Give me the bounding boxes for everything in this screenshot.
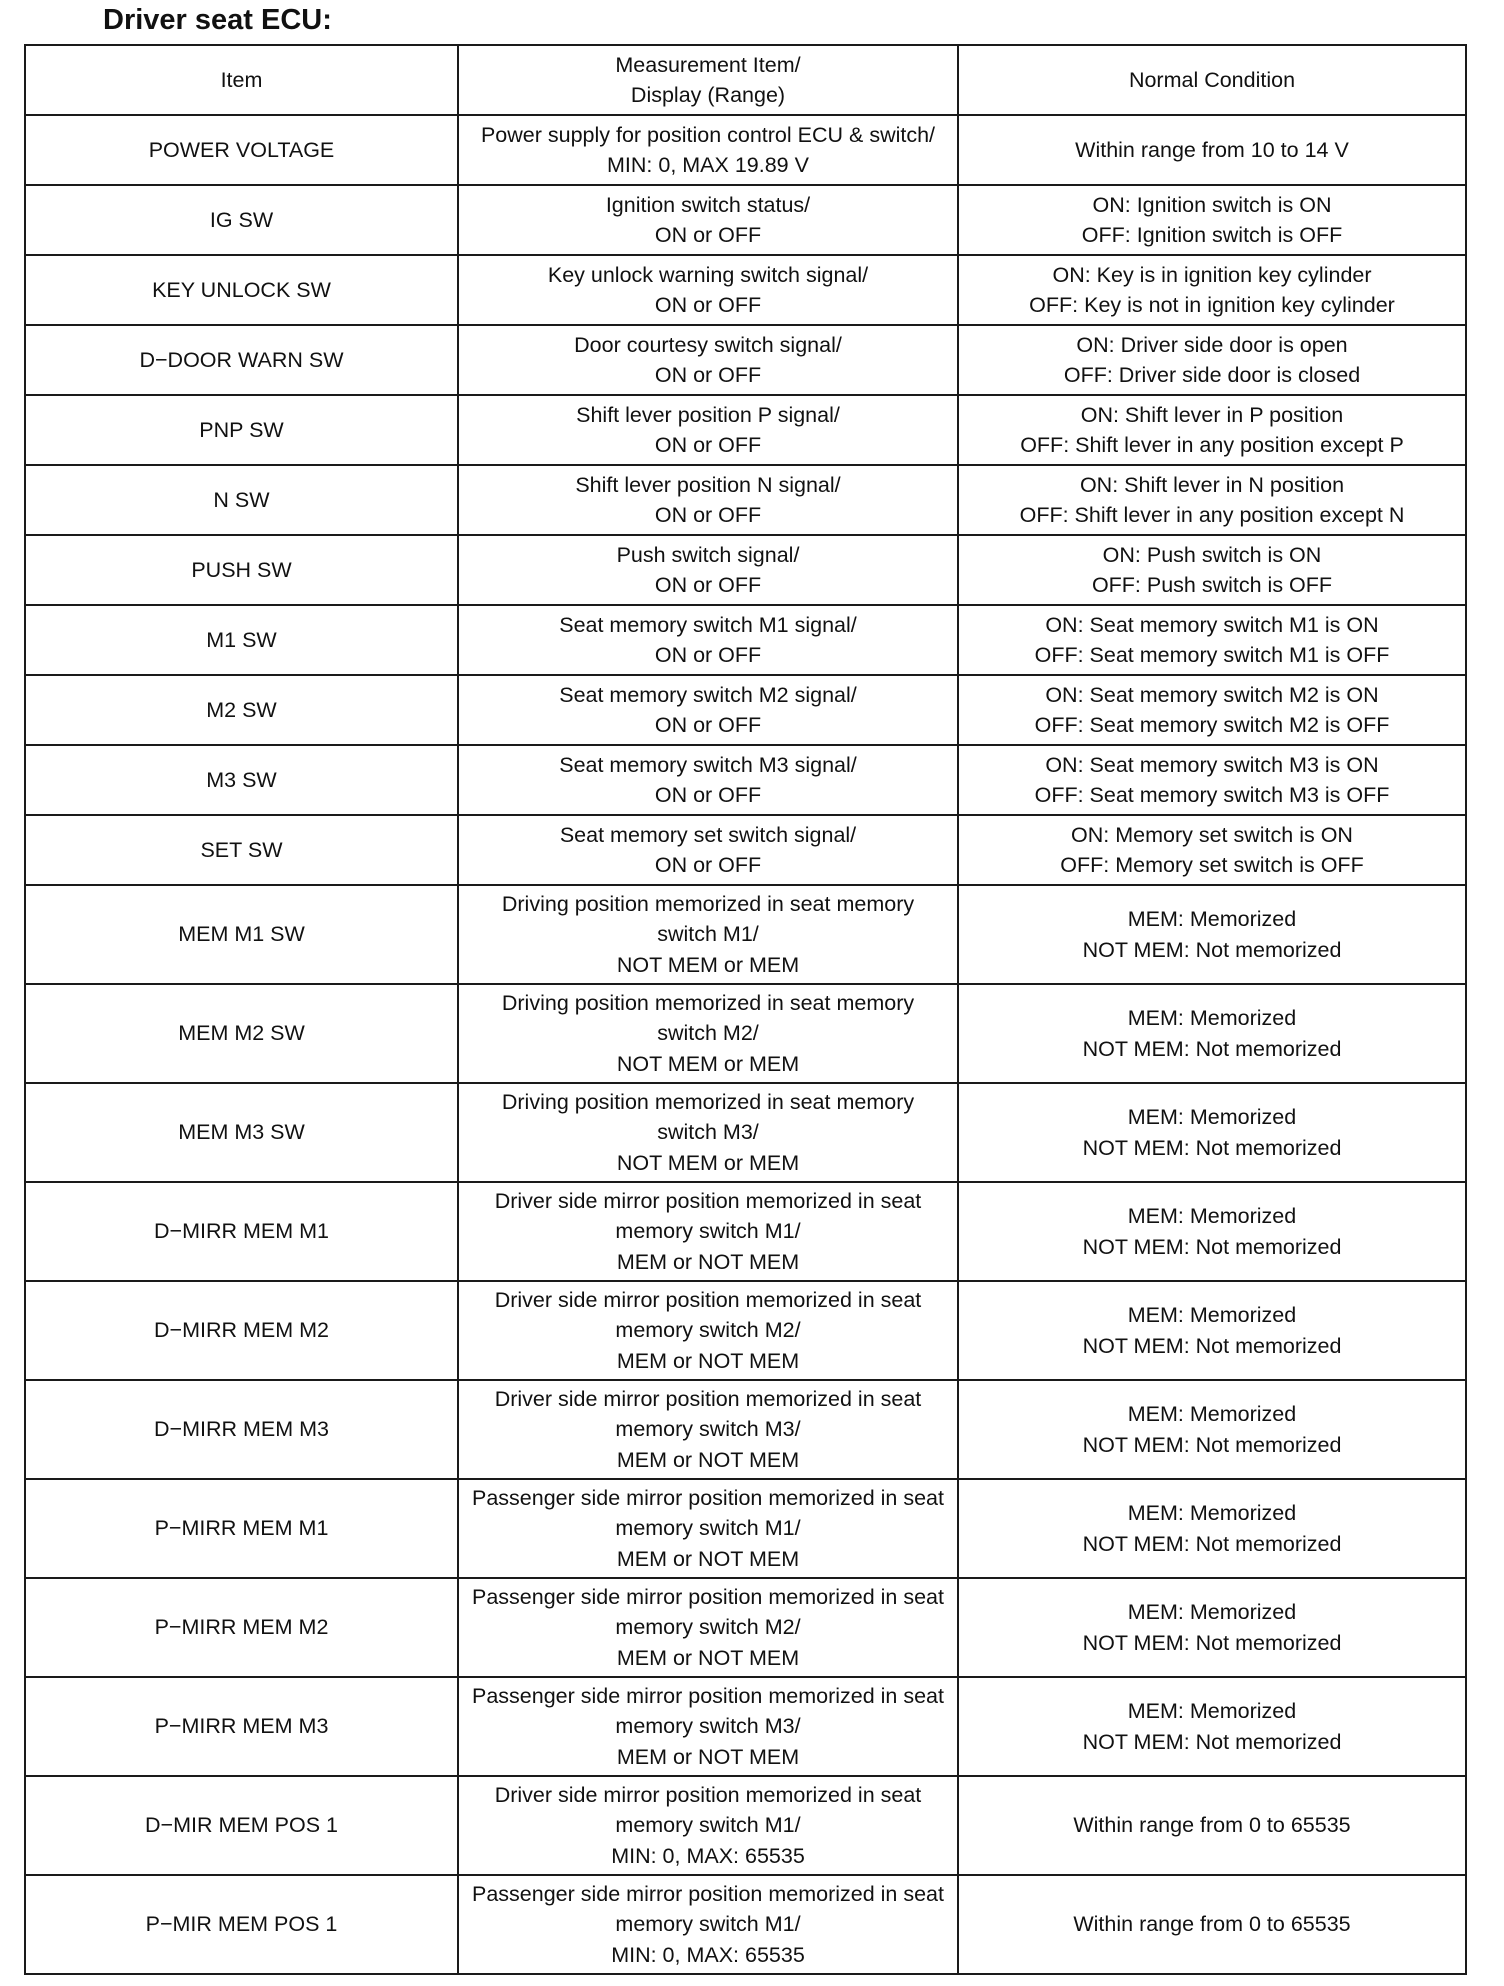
item-cell: PUSH SW [25, 535, 458, 605]
normal-condition-cell: MEM: Memorized NOT MEM: Not memorized [958, 984, 1466, 1083]
table-row [25, 325, 1466, 395]
table-row [25, 115, 1466, 185]
table-row [25, 1677, 1466, 1776]
measurement-cell: Driver side mirror position memorized in seat memory switch M1/ MIN: 0, MAX: 65535 [458, 1776, 958, 1875]
item-cell: MEM M2 SW [25, 984, 458, 1083]
normal-condition-cell: ON: Driver side door is open OFF: Driver side door is closed [958, 325, 1466, 395]
table-row [25, 465, 1466, 535]
table-header-row [25, 45, 1466, 115]
data-list-table [24, 44, 1467, 1975]
normal-condition-cell: ON: Shift lever in N position OFF: Shift lever in any position except N [958, 465, 1466, 535]
item-cell: IG SW [25, 185, 458, 255]
measurement-cell: Seat memory set switch signal/ ON or OFF [458, 815, 958, 885]
table-row [25, 1380, 1466, 1479]
table-row [25, 675, 1466, 745]
measurement-cell: Driver side mirror position memorized in seat memory switch M3/ MEM or NOT MEM [458, 1380, 958, 1479]
table-row [25, 815, 1466, 885]
table-row [25, 1083, 1466, 1182]
measurement-cell: Seat memory switch M1 signal/ ON or OFF [458, 605, 958, 675]
measurement-cell: Power supply for position control ECU & switch/ MIN: 0, MAX 19.89 V [458, 115, 958, 185]
normal-condition-cell: ON: Shift lever in P position OFF: Shift lever in any position except P [958, 395, 1466, 465]
measurement-cell: Seat memory switch M3 signal/ ON or OFF [458, 745, 958, 815]
item-cell: P−MIRR MEM M2 [25, 1578, 458, 1677]
measurement-cell: Passenger side mirror position memorized in seat memory switch M3/ MEM or NOT MEM [458, 1677, 958, 1776]
measurement-cell: Key unlock warning switch signal/ ON or OFF [458, 255, 958, 325]
table-row [25, 1182, 1466, 1281]
item-cell: P−MIR MEM POS 1 [25, 1875, 458, 1974]
normal-condition-cell: ON: Seat memory switch M2 is ON OFF: Seat memory switch M2 is OFF [958, 675, 1466, 745]
measurement-cell: Driver side mirror position memorized in seat memory switch M2/ MEM or NOT MEM [458, 1281, 958, 1380]
table-row [25, 395, 1466, 465]
measurement-cell: Passenger side mirror position memorized in seat memory switch M1/ MEM or NOT MEM [458, 1479, 958, 1578]
normal-condition-cell: ON: Push switch is ON OFF: Push switch is OFF [958, 535, 1466, 605]
measurement-cell: Push switch signal/ ON or OFF [458, 535, 958, 605]
item-cell: MEM M1 SW [25, 885, 458, 984]
table-row [25, 605, 1466, 675]
item-cell: SET SW [25, 815, 458, 885]
table-row [25, 255, 1466, 325]
normal-condition-cell: MEM: Memorized NOT MEM: Not memorized [958, 1380, 1466, 1479]
item-cell: P−MIRR MEM M3 [25, 1677, 458, 1776]
table-row [25, 1875, 1466, 1974]
normal-condition-cell: MEM: Memorized NOT MEM: Not memorized [958, 1479, 1466, 1578]
normal-condition-cell: Within range from 0 to 65535 [958, 1776, 1466, 1875]
normal-condition-cell: MEM: Memorized NOT MEM: Not memorized [958, 1677, 1466, 1776]
page-title: Driver seat ECU: [103, 4, 332, 36]
measurement-cell: Shift lever position P signal/ ON or OFF [458, 395, 958, 465]
normal-condition-cell: Within range from 10 to 14 V [958, 115, 1466, 185]
item-cell: PNP SW [25, 395, 458, 465]
table-row [25, 1776, 1466, 1875]
measurement-cell: Ignition switch status/ ON or OFF [458, 185, 958, 255]
item-cell: M3 SW [25, 745, 458, 815]
item-cell: D−MIRR MEM M3 [25, 1380, 458, 1479]
item-cell: M2 SW [25, 675, 458, 745]
measurement-cell: Driving position memorized in seat memory switch M3/ NOT MEM or MEM [458, 1083, 958, 1182]
normal-condition-cell: ON: Key is in ignition key cylinder OFF: Key is not in ignition key cylinder [958, 255, 1466, 325]
measurement-cell: Driving position memorized in seat memory switch M1/ NOT MEM or MEM [458, 885, 958, 984]
measurement-cell: Seat memory switch M2 signal/ ON or OFF [458, 675, 958, 745]
normal-condition-cell: MEM: Memorized NOT MEM: Not memorized [958, 1578, 1466, 1677]
normal-condition-cell: ON: Seat memory switch M3 is ON OFF: Seat memory switch M3 is OFF [958, 745, 1466, 815]
normal-condition-cell: ON: Seat memory switch M1 is ON OFF: Seat memory switch M1 is OFF [958, 605, 1466, 675]
table-row [25, 1578, 1466, 1677]
table-row [25, 185, 1466, 255]
column-header-measurement: Measurement Item/ Display (Range) [458, 45, 958, 115]
normal-condition-cell: MEM: Memorized NOT MEM: Not memorized [958, 1281, 1466, 1380]
item-cell: D−DOOR WARN SW [25, 325, 458, 395]
table-row [25, 1281, 1466, 1380]
normal-condition-cell: ON: Ignition switch is ON OFF: Ignition switch is OFF [958, 185, 1466, 255]
measurement-cell: Passenger side mirror position memorized in seat memory switch M2/ MEM or NOT MEM [458, 1578, 958, 1677]
item-cell: D−MIRR MEM M2 [25, 1281, 458, 1380]
table-row [25, 984, 1466, 1083]
item-cell: KEY UNLOCK SW [25, 255, 458, 325]
measurement-cell: Shift lever position N signal/ ON or OFF [458, 465, 958, 535]
normal-condition-cell: Within range from 0 to 65535 [958, 1875, 1466, 1974]
item-cell: N SW [25, 465, 458, 535]
table-row [25, 1479, 1466, 1578]
measurement-cell: Door courtesy switch signal/ ON or OFF [458, 325, 958, 395]
item-cell: P−MIRR MEM M1 [25, 1479, 458, 1578]
measurement-cell: Driver side mirror position memorized in seat memory switch M1/ MEM or NOT MEM [458, 1182, 958, 1281]
normal-condition-cell: MEM: Memorized NOT MEM: Not memorized [958, 1083, 1466, 1182]
item-cell: POWER VOLTAGE [25, 115, 458, 185]
table-row [25, 745, 1466, 815]
table-row [25, 535, 1466, 605]
measurement-cell: Passenger side mirror position memorized in seat memory switch M1/ MIN: 0, MAX: 65535 [458, 1875, 958, 1974]
column-header-normal-condition: Normal Condition [958, 45, 1466, 115]
normal-condition-cell: MEM: Memorized NOT MEM: Not memorized [958, 885, 1466, 984]
item-cell: D−MIRR MEM M1 [25, 1182, 458, 1281]
table-row [25, 885, 1466, 984]
normal-condition-cell: ON: Memory set switch is ON OFF: Memory set switch is OFF [958, 815, 1466, 885]
normal-condition-cell: MEM: Memorized NOT MEM: Not memorized [958, 1182, 1466, 1281]
item-cell: MEM M3 SW [25, 1083, 458, 1182]
measurement-cell: Driving position memorized in seat memory switch M2/ NOT MEM or MEM [458, 984, 958, 1083]
item-cell: M1 SW [25, 605, 458, 675]
column-header-item: Item [25, 45, 458, 115]
item-cell: D−MIR MEM POS 1 [25, 1776, 458, 1875]
